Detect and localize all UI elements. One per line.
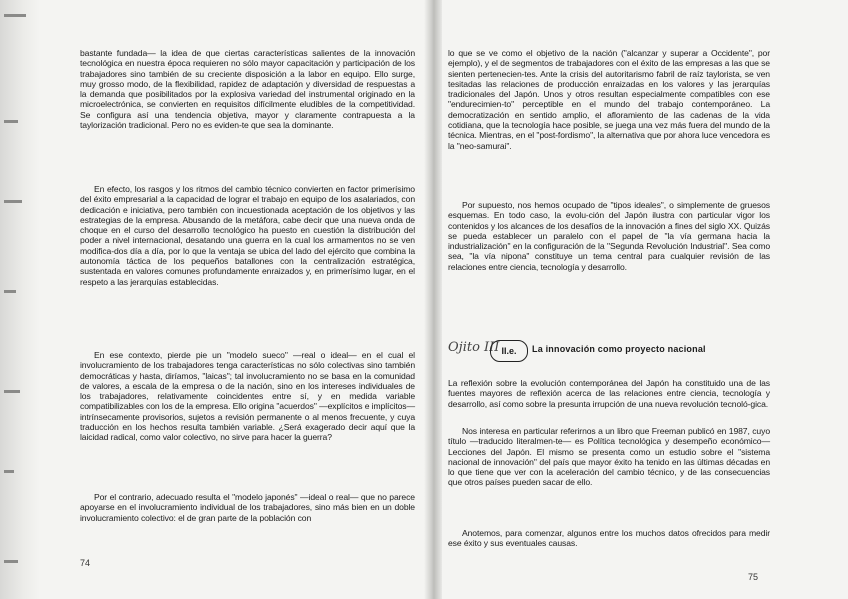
section-number-badge: II.e. bbox=[490, 340, 528, 362]
right-paragraph-2: Por supuesto, nos hemos ocupado de "tipos ideales", o simplemente de gruesos esquemas. En todo caso, la evolu-ción del Japón ilustra con particular vigor los contenidos y los alcances de los desafíos de la innovación a fines del siglo XX. Quizás se pueda establecer un paralelo con el papel de "la vía germana hacia la industrialización" en la configuración de la "Segunda Revolución Industrial". Sea como sea, "la vía nipona" constituye un tema central para cualquier revisión de las relaciones entre ciencia, tecnología y desarrollo. bbox=[448, 200, 770, 272]
left-paragraph-2: En efecto, los rasgos y los ritmos del cambio técnico convierten en factor primerísimo del éxito empresarial a la capacidad de lograr el trabajo en equipo de los asalariados, con dedicación e iniciativa, pero también con incuestionada aceptación de los objetivos y las estrategias de la empresa. Abusando de la metáfora, cabe decir que una nueva onda de choque en el curso del desarrollo tecnológico ha puesto en cuestión la distribución del poder a nivel internacional, desatando una guerra en la cual los armamentos no se ven modifica-dos día a día, por lo que la ventaja se ubica del lado del ejército que combina la autonomía táctica de los pequeños batallones con la centralización estratégica, sustentada en valores comunes profundamente enraizados y, en primerísimo lugar, en el respeto a las jerarquías establecidas. bbox=[80, 184, 415, 287]
book-gutter bbox=[424, 0, 442, 599]
section-heading bbox=[448, 340, 778, 370]
section-title: La innovación como proyecto nacional bbox=[532, 344, 706, 354]
left-paragraph-4: Por el contrario, adecuado resulta el "modelo japonés" —ideal o real— que no parece apoyarse en el involucramiento individual de los trabajadores, sino más bien en un doble involucramiento colectivo: el de gran parte de la población con bbox=[80, 492, 415, 523]
left-paragraph-3: En ese contexto, pierde pie un "modelo sueco" —real o ideal— en el cual el involucramiento de los trabajadores tenga características no sólo colectivas sino también democráticas y hasta, diríamos, "laicas"; tal involucramiento no se basa en la comunidad de valores, a escala de la empresa o de la nación, sino en los intereses individuales de los trabajadores, relativamente coincidentes entre sí, y en medida variable compatibilizables con los de la empresa. Ello origina "acuerdos" —explícitos e implícitos— intrínsecamente provisorios, sujetos a revisión permanente o al menos frecuente, y cuya traducción en los hechos resulta también variable. ¿Será exagerado decir aquí que la laicidad radical, como valor colectivo, no sirve para hacer la guerra? bbox=[80, 350, 415, 443]
right-paragraph-1: lo que se ve como el objetivo de la nación ("alcanzar y superar a Occidente", por ejemplo), y el de segmentos de trabajadores con el éxito de las empresas a las que se sienten pertenecien-tes. Ante la crisis del autoritarismo fabril de raíz taylorista, se ven tesitadas las relaciones de producción enraizadas en los valores y las jerarquías tradicionales del Japón. Unos y otros resultan especialmente compatibles con ese "endurecimien-to" perceptible en el mundo del trabajo contemporáneo. La democratización en sentido amplio, el afloramiento de las cadenas de la vida cotidiana, que la tecnología hace posible, se juega una vez más fuera del mundo de la técnica. Mientras, en el "post-fordismo", la alternativa que por ahora luce vencedora es la "neo-samurai". bbox=[448, 48, 770, 151]
left-paragraph-1: bastante fundada— la idea de que ciertas características salientes de la innovación tecnológica en nuestra época requieren no sólo mayor capacitación y participación de los trabajadores sino también de su creciente disposición a la labor en equipo. Ello surge, muy grosso modo, de la flexibilidad, rapidez de adaptación y diversidad de respuestas a la demanda que posibilitados por la explosiva variedad del instrumental originado en la microelectrónica, se convierten en requisitos difícilmente eludibles de la competitividad. Se configura así una tendencia objetiva, mayor y claramente contrapuesta a la taylorización tradicional. Pero no es eviden-te que sea la dominante. bbox=[80, 48, 415, 131]
page-number-left: 74 bbox=[80, 558, 91, 568]
right-paragraph-5: Anotemos, para comenzar, algunos entre los muchos datos ofrecidos para medir ese éxito y sus eventuales causas. bbox=[448, 528, 770, 549]
right-paragraph-3: La reflexión sobre la evolución contemporánea del Japón ha constituido una de las fuentes mayores de reflexión acerca de las relaciones entre ciencia, tecnología y desarrollo, así como sobre la presunta irrupción de una nueva revolución tecnoló-gica. bbox=[448, 378, 770, 409]
left-page bbox=[80, 0, 415, 599]
page-number-right: 75 bbox=[748, 572, 759, 582]
handwritten-annotation: Ojito III bbox=[448, 340, 500, 355]
left-page-edge bbox=[0, 0, 40, 599]
right-paragraph-4: Nos interesa en particular referirnos a un libro que Freeman publicó en 1987, cuyo título —traducido literalmen-te— es Política tecnológica y desempeño económico— Lecciones del Japón. El mismo se presenta como un estudio sobre el "sistema nacional de innovación" del país que mayor éxito ha tenido en las últimas décadas en lo que tiene que ver con la aceleración del cambio técnico, y de las consecuencias que otros países pueden sacar de ello. bbox=[448, 426, 770, 488]
right-page bbox=[448, 0, 770, 599]
